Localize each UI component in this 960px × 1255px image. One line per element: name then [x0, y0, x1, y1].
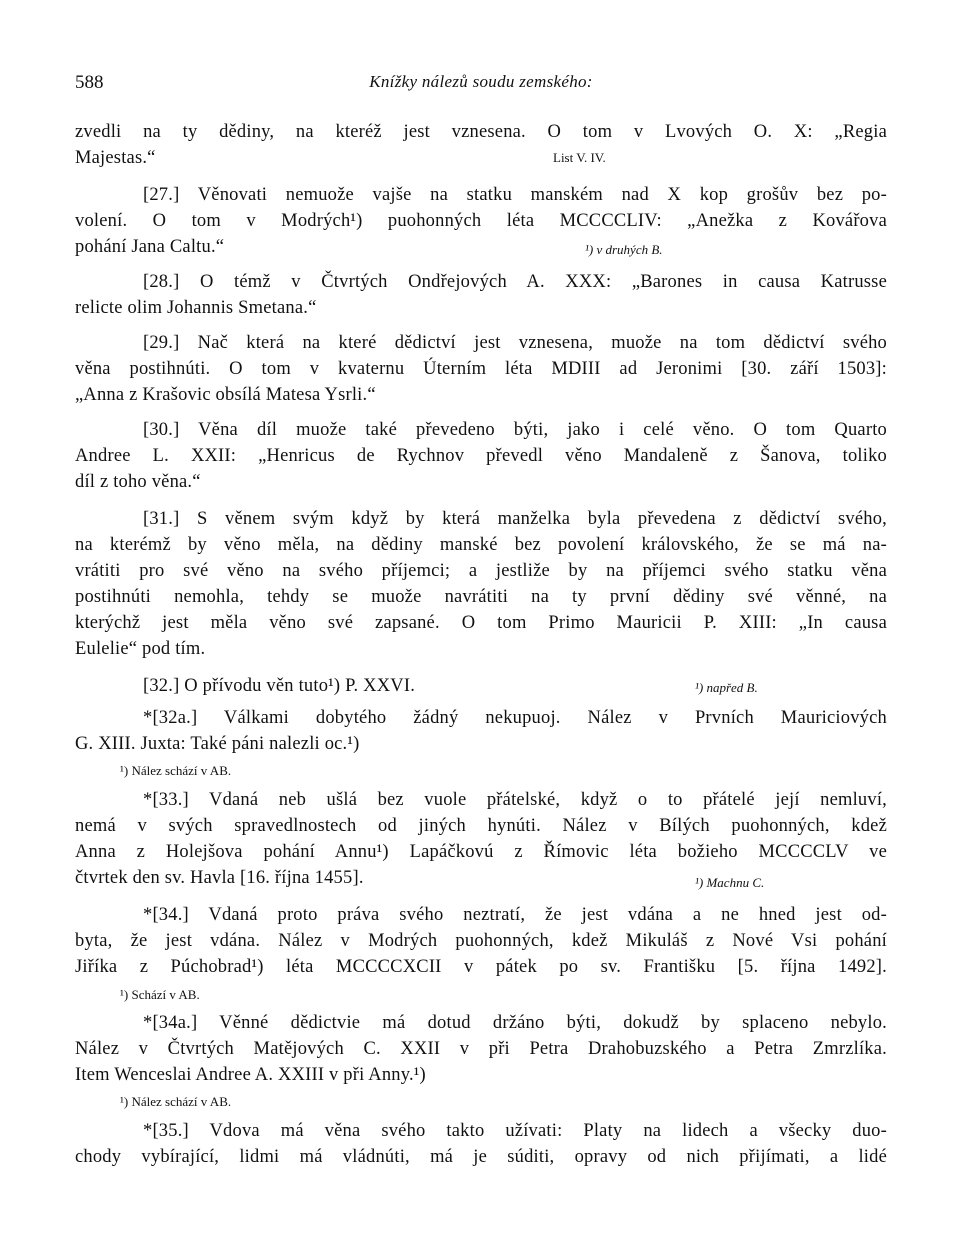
text-line: zvedli na ty dědiny, na kteréž jest vznesena. O tom v Lvových O. X: „Regia — [75, 122, 887, 142]
text-line: Item Wenceslai Andree A. XXIII v při Anny.¹) — [75, 1065, 426, 1085]
text-line: *[35.] Vdova má věna svého takto užívati: Platy na lidech a všecky duo- — [143, 1121, 887, 1141]
text-line: Eulelie“ pod tím. — [75, 639, 206, 659]
footnote: ¹) Nález schází v AB. — [120, 763, 232, 778]
text-line: Majestas.“ — [75, 148, 156, 168]
text-line: G. XIII. Juxta: Také páni nalezli oc.¹) — [75, 734, 360, 754]
text-line: *[32a.] Válkami dobytého žádný nekupuoj. Nález v Prvních Mauriciových — [143, 708, 887, 728]
text-line: kterýchž jest měla věno své zapsané. O tom Primo Mauricii P. XIII: „In causa — [75, 613, 887, 633]
text-line: relicte olim Johannis Smetana.“ — [75, 298, 317, 318]
page-number: 588 — [75, 72, 104, 93]
footnote: ¹) Schází v AB. — [120, 987, 200, 1002]
text-line: [30.] Věna díl muože také převedeno býti, jako i celé věno. O tom Quarto — [143, 420, 887, 440]
text-line: díl z toho věna.“ — [75, 472, 201, 492]
footnote: ¹) Nález schází v AB. — [120, 1094, 232, 1109]
text-line: „Anna z Krašovic obsílá Matesa Ysrli.“ — [75, 385, 376, 405]
text-line: pohání Jana Caltu.“ — [75, 237, 225, 257]
text-line: na kterémž by věno měla, na dědiny manské bez povolení královského, že se má na- — [75, 535, 887, 555]
text-line: věna postihnúti. O tom v kvaternu Úterním léta MDIII ad Jeronimi [30. září 1503]: — [75, 359, 887, 379]
text-line: [28.] O témž v Čtvrtých Ondřejových A. XXX: „Barones in causa Katrusse — [143, 272, 887, 292]
text-line: vrátiti pro své věno na svého příjemci; a jestliže by na příjemci svého statku věna — [75, 561, 887, 581]
text-line: Andree L. XXII: „Henricus de Rychnov převedl věno Mandaleně z Šanova, toliko — [75, 446, 887, 466]
text-line: nemá v svých spravedlnostech od jiných hynúti. Nález v Bílých puohonných, kdež — [75, 816, 887, 836]
text-line: [32.] O přívodu věn tuto¹) P. XXVI. — [143, 676, 416, 696]
text-line: [29.] Nač která na které dědictví jest vznesena, muože na tom dědictví svého — [143, 333, 887, 353]
marginal-note: List V. IV. — [553, 150, 606, 165]
text-line: *[33.] Vdaná neb ušlá bez vuole přátelské, když o to přátelé její nemluví, — [143, 790, 887, 810]
text-line: postihnúti nemohla, tehdy se muože navrátiti na ty první dědiny své věnné, na — [75, 587, 887, 607]
marginal-note: ¹) Machnu C. — [695, 875, 765, 890]
text-line: *[34a.] Věnné dědictvie má dotud držáno býti, dokudž by splaceno nebylo. — [143, 1013, 887, 1033]
text-line: volení. O tom v Modrých¹) puohonných léta MCCCCLIV: „Anežka z Kovářova — [75, 211, 887, 231]
text-line: [27.] Věnovati nemuože vajše na statku manském nad X kop grošův bez po- — [143, 185, 887, 205]
marginal-note: ¹) napřed B. — [695, 680, 758, 695]
text-line: *[34.] Vdaná proto práva svého neztratí, že jest vdána a ne hned jest od- — [143, 905, 887, 925]
text-line: byta, že jest vdána. Nález v Modrých puohonných, kdež Mikuláš z Nové Vsi pohání — [75, 931, 887, 951]
page-header — [75, 72, 887, 94]
running-title: Knížky nálezů soudu zemského: — [369, 72, 593, 91]
text-line: Nález v Čtvrtých Matějových C. XXII v při Petra Drahobuzského a Petra Zmrzlíka. — [75, 1039, 887, 1059]
text-line: Jiříka z Púchobrad¹) léta MCCCCXCII v pátek po sv. Františku [5. října 1492]. — [75, 957, 887, 977]
marginal-note: ¹) v druhých B. — [585, 242, 663, 257]
text-line: [31.] S věnem svým když by která manželka byla převedena z dědictví svého, — [143, 509, 887, 529]
text-line: Anna z Holejšova pohání Annu¹) Lapáčkovú z Římovic léta božieho MCCCCLV ve — [75, 842, 887, 862]
text-line: chody vybírající, lidmi má vládnúti, má je súditi, opravy od nich přijímati, a lidé — [75, 1147, 887, 1167]
text-line: čtvrtek den sv. Havla [16. října 1455]. — [75, 868, 364, 888]
